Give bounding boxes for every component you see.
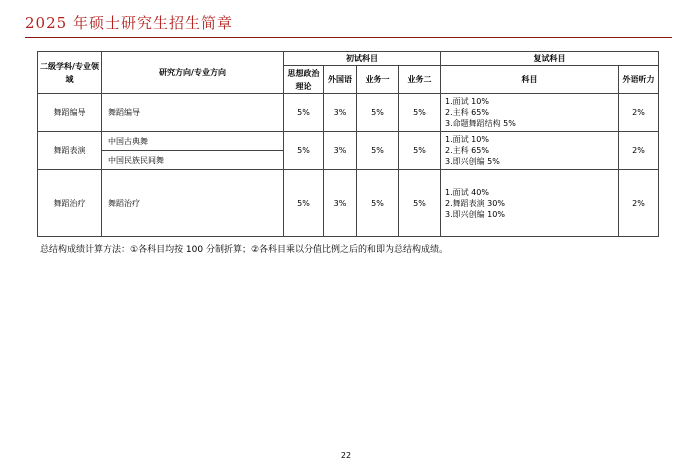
header-preliminary: 初试科目 (284, 52, 441, 66)
foreign-weight: 3% (324, 170, 357, 237)
subject-item: 3.命题舞蹈结构 5% (445, 119, 516, 128)
score-calculation-note: 总结构成绩计算方法：①各科目均按 100 分制折算；②各科目乘以分值比例之后的和即为总结构成绩。 (40, 245, 449, 255)
subject-item: 2.主科 65% (445, 146, 489, 155)
discipline-cell: 舞蹈表演 (38, 132, 102, 170)
table-row (38, 132, 659, 151)
politics-weight: 5% (284, 132, 324, 170)
foreign-weight: 3% (324, 132, 357, 170)
discipline-cell: 舞蹈治疗 (38, 170, 102, 237)
header-rule (25, 37, 672, 38)
header-course-two: 业务二 (399, 66, 441, 94)
subject-item: 2.主科 65% (445, 108, 489, 117)
course-two-weight: 5% (399, 132, 441, 170)
subject-item: 1.面试 40% (445, 187, 489, 197)
politics-weight: 5% (284, 170, 324, 237)
page-number: 22 (340, 451, 352, 460)
retest-subjects-cell (441, 94, 619, 132)
retest-subjects-cell (441, 170, 619, 237)
retest-subjects-cell (441, 132, 619, 170)
foreign-weight: 3% (324, 94, 357, 132)
course-two-weight: 5% (399, 170, 441, 237)
score-weight-table (37, 51, 659, 237)
direction-cell: 中国民族民间舞 (102, 151, 284, 170)
header-politics: 思想政治理论 (284, 66, 324, 94)
course-one-weight: 5% (357, 94, 399, 132)
direction-cell: 中国古典舞 (102, 132, 284, 151)
table-row (38, 170, 659, 237)
direction-cell: 舞蹈编导 (102, 94, 284, 132)
header-listening: 外语听力 (619, 66, 659, 94)
course-two-weight: 5% (399, 94, 441, 132)
listening-weight: 2% (619, 94, 659, 132)
header-discipline: 二级学科/专业领域 (38, 52, 102, 94)
direction-cell: 舞蹈治疗 (102, 170, 284, 237)
listening-weight: 2% (619, 132, 659, 170)
table-row (38, 94, 659, 132)
header-course-one: 业务一 (357, 66, 399, 94)
header-direction: 研究方向/专业方向 (102, 52, 284, 94)
listening-weight: 2% (619, 170, 659, 237)
page-header-title: 2025 年硕士研究生招生简章 (25, 14, 233, 32)
subject-item: 1.面试 10% (445, 97, 489, 106)
subject-item: 2.舞蹈表演 30% (445, 198, 505, 208)
header-subjects: 科目 (441, 66, 619, 94)
course-one-weight: 5% (357, 132, 399, 170)
subject-item: 3.即兴创编 5% (445, 157, 500, 166)
subject-item: 3.即兴创编 10% (445, 209, 505, 219)
course-one-weight: 5% (357, 170, 399, 237)
discipline-cell: 舞蹈编导 (38, 94, 102, 132)
subject-item: 1.面试 10% (445, 135, 489, 144)
politics-weight: 5% (284, 94, 324, 132)
header-retest: 复试科目 (441, 52, 659, 66)
header-foreign-language: 外国语 (324, 66, 357, 94)
